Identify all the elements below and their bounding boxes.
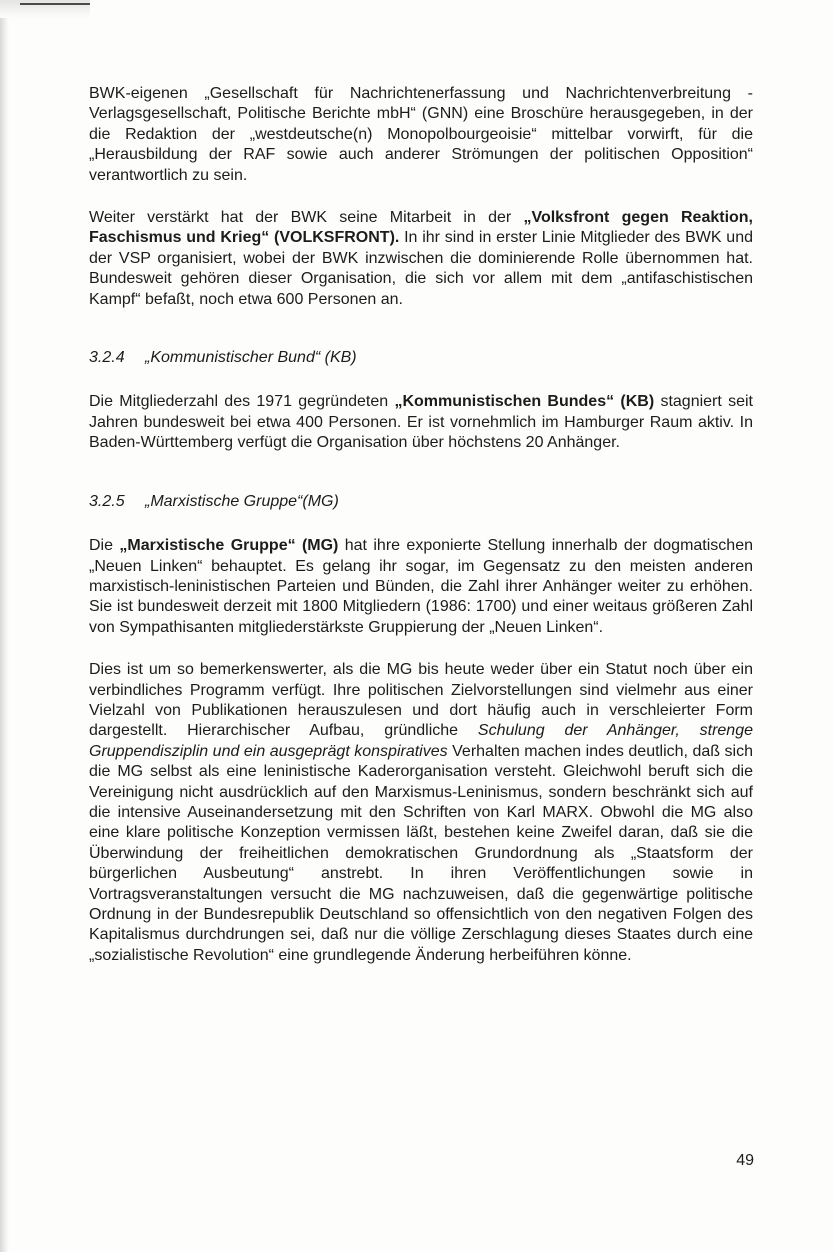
section-heading-kb	[89, 348, 753, 368]
paragraph-text: Verhalten machen indes deutlich, daß sich die MG selbst als eine leninistische Kaderorganisation versteht. Gleichwohl beruft sich die Vereinigung nicht ausdrücklich auf den Marxismus-Leninismus, sondern beschränkt sich auf die intensive Auseinandersetzung mit den Schriften von Karl MARX. Obwohl die MG also eine klare politische Konzeption vermissen läßt, bestehen keine Zweifel daran, daß sie die Überwindung der freiheitlichen demokratischen Grundordnung als „Staatsform der bürgerlichen Ausbeutung“ anstrebt. In ihren Veröffentlichungen sowie in Vortragsveranstaltungen versucht die MG nachzuweisen, daß die gegenwärtige politische Ordnung in der Bundesrepublik Deutschland so offensichtlich von den negativen Folgen des Kapitalismus durchdrungen sei, daß nur die völlige Zerschlagung dieses Staates durch eine „sozialistische Revolution“ eine grundlegende Änderung herbeiführen könne.	[89, 742, 753, 964]
paragraph-text: Die	[89, 537, 120, 555]
paragraph-mg-intro	[89, 536, 753, 638]
bold-organization-name: „Volksfront gegen Reaktion, Faschismus und Krieg“ (VOLKSFRONT).	[89, 209, 753, 247]
page-number: 49	[736, 1152, 754, 1169]
paragraph-text: Dies ist um so bemerkenswerter, als die MG bis heute weder über ein Statut noch über ein verbindliches Programm verfügt. Ihre politischen Zielvorstellungen sind vielmehr aus einer Vielzahl von Publikationen herauszulesen und dort häufig auch in verschleierter Form dargestellt. Hierarchischer Aufbau, gründliche	[89, 661, 753, 740]
scan-shadow-left	[0, 0, 9, 1252]
section-number: 3.2.5	[89, 492, 125, 510]
page-body	[89, 84, 753, 966]
scan-shadow-top	[0, 0, 90, 18]
section-number: 3.2.4	[89, 349, 125, 367]
paragraph-text: Die Mitgliederzahl des 1971 gegründeten	[89, 393, 395, 411]
paragraph-text: BWK-eigenen „Gesellschaft für Nachrichtenerfassung und Nachrichtenverbreitung - Verlagsgesellschaft, Politische Berichte mbH“ (GNN) eine Broschüre herausgegeben, in der die Redaktion der „westdeutsche(n) Monopolbourgeoisie“ mittelbar vorwirft, für die „Herausbildung der RAF sowie auch anderer Strömungen der politischen Opposition“ verantwortlich zu sein.	[89, 85, 753, 184]
paragraph-bwk-gnn	[89, 84, 753, 186]
paragraph-text: hat ihre exponierte Stellung innerhalb der dogmatischen „Neuen Linken“ behauptet. Es gelang ihr sogar, im Gegensatz zu den meisten anderen marxistisch-leninistischen Parteien und Bünden, die Zahl ihrer Anhänger weiter zu erhöhen. Sie ist bundesweit derzeit mit 1800 Mitgliedern (1986: 1700) und einer weitaus größeren Zahl von Sympathisanten mitgliederstärkste Gruppierung der „Neuen Linken“.	[89, 537, 754, 636]
bold-organization-name: „Marxistische Gruppe“ (MG)	[119, 537, 339, 555]
paragraph-kb	[89, 392, 753, 453]
paragraph-volksfront	[89, 208, 753, 310]
paragraph-mg-details	[89, 660, 753, 966]
paragraph-text: In ihr sind in erster Linie Mitglieder des BWK und der VSP organisiert, wobei der BWK inzwischen die dominierende Rolle übernommen hat. Bundesweit gehören dieser Organisation, die sich vor allem mit dem „antifaschistischen Kampf“ befaßt, noch etwa 600 Personen an.	[89, 229, 753, 308]
section-title: „Kommunistischer Bund“ (KB)	[145, 349, 357, 367]
paragraph-text: stagniert seit Jahren bundesweit bei etwa 400 Personen. Er ist vornehmlich im Hamburger Raum aktiv. In Baden-Württemberg verfügt die Organisation über höchstens 20 Anhänger.	[89, 393, 754, 452]
section-title: „Marxistische Gruppe“(MG)	[145, 492, 339, 510]
italic-emphasis: Schulung der Anhänger, strenge Gruppendisziplin und ein ausgeprägt konspiratives	[89, 722, 753, 760]
paragraph-text: Weiter verstärkt hat der BWK seine Mitarbeit in der	[89, 209, 524, 227]
section-heading-mg	[89, 492, 753, 512]
bold-organization-name: „Kommunistischen Bundes“ (KB)	[394, 393, 655, 411]
